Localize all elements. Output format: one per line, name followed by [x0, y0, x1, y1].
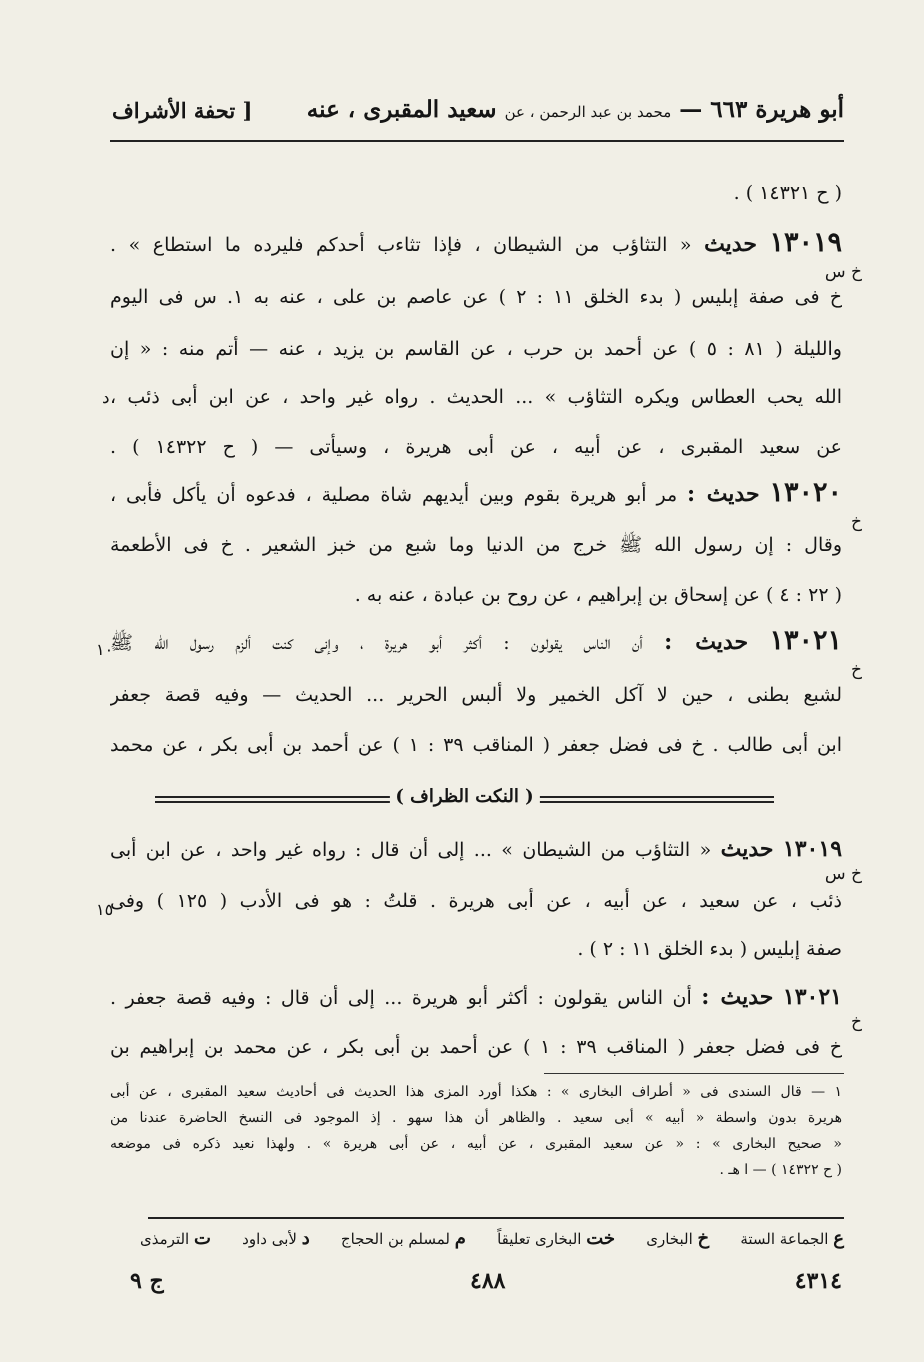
header-main-bold: أبو هريرة ٦٦٣ — — [679, 96, 844, 123]
hadith-13021 — [110, 626, 842, 658]
line-number: ١٥ — [96, 900, 114, 919]
hadith-text: مر أبو هريرة بقوم وبين أيديهم شاة مصلية ، فدعوه أن يأكل فأبى ، — [110, 484, 678, 506]
nukat-text: أن الناس يقولون : أكثر أبو هريرة ... إلى أن قال : وفيه قصة جعفر . — [110, 987, 692, 1009]
hadith-text: « التثاؤب من الشيطان ، فإذا تثاءب أحدكم فليرده ما استطاع » . — [110, 234, 692, 256]
body-line-3: والليلة ( ٨١ : ٥ ) عن أحمد بن حرب ، عن القاسم بن يزيد ، عنه — أتم منه : « إن — [110, 338, 842, 360]
hadith-keyword: حديث : — [701, 984, 774, 1010]
margin-siglum: خ — [851, 1012, 862, 1032]
margin-siglum: خ س — [824, 262, 862, 282]
hadith-number: ١٣٠١٩ — [782, 836, 842, 862]
margin-letter: د — [102, 388, 110, 408]
margin-siglum: خ س — [824, 864, 862, 884]
nukat-line-4: خ فى فضل جعفر ( المناقب ٣٩ : ١ ) عن أحمد بن أبى بكر ، عن محمد بن إبراهيم بن — [110, 1036, 842, 1058]
body-line-10: لشبع بطنى ، حين لا آكل الخمير ولا ألبس الحرير ... الحديث — وفيه قصة جعفر — [110, 684, 842, 706]
footnote-line: ١ — قال السندى فى « أطراف البخارى » : هكذا أورد المزى هذا الحديث فى أحاديث سعيد المقبرى ، عن أبى — [110, 1084, 842, 1100]
footnote-line: هريرة بدون واسطة « أبيه » أبى سعيد . والظاهر أن هذا سهو . إذ الموجود فى النسخ الحاضرة عندنا من — [110, 1110, 842, 1126]
margin-siglum: خ — [851, 660, 862, 680]
nukat-text: « التثاؤب من الشيطان » ... إلى أن قال : رواه غير واحد ، عن ابن أبى — [110, 839, 712, 861]
header-main-sub: محمد بن عبد الرحمن ، عن — [504, 103, 672, 121]
volume-number: ج ٩ — [130, 1268, 164, 1294]
entry-number: ٤٣١٤ — [794, 1268, 842, 1294]
legend-item: ت الترمذى — [140, 1228, 211, 1249]
nukat-13021 — [110, 982, 842, 1013]
line-number: ١٠ — [96, 640, 114, 659]
hadith-keyword: حديث : — [687, 481, 760, 507]
separator-title: ( النكت الظراف ) — [389, 786, 539, 807]
margin-siglum: خ — [851, 512, 862, 532]
sigla-legend — [140, 1228, 844, 1249]
legend-item: ع الجماعة الستة — [740, 1228, 844, 1249]
header-section-title: [ تحفة الأشراف — [112, 98, 253, 123]
section-separator — [155, 786, 774, 807]
nukat-line-2: صفة إبليس ( بدء الخلق ١١ : ٢ ) . — [577, 938, 842, 960]
body-line-0: ( ح ١٤٣٢١ ) . — [733, 182, 842, 204]
legend-item: م لمسلم بن الحجاج — [340, 1228, 466, 1249]
header-main-tail: سعيد المقبرى ، عنه — [306, 96, 497, 123]
legend-item: د لأبى داود — [242, 1228, 310, 1249]
body-line-4: الله يحب العطاس ويكره التثاؤب » ... الحديث . رواه غير واحد ، عن ابن أبى ذئب ، — [110, 386, 842, 408]
legend-item: خت البخارى تعليقاً — [497, 1228, 616, 1249]
hadith-number: ١٣٠٢١ — [769, 626, 842, 656]
page-number: ٤٨٨ — [470, 1268, 506, 1294]
hadith-number: ١٣٠١٩ — [769, 228, 842, 258]
body-line-2: خ فى صفة إبليس ( بدء الخلق ١١ : ٢ ) عن عاصم بن على ، عنه به ١. س فى اليوم — [110, 286, 842, 308]
footnote-rule — [544, 1073, 844, 1074]
running-header — [307, 96, 844, 123]
body-line-5: عن سعيد المقبرى ، عن أبيه ، عن أبى هريرة ، وسيأتى — ( ح ١٤٣٢٢ ) . — [110, 436, 842, 458]
hadith-13019 — [110, 228, 842, 260]
body-line-7: وقال : إن رسول الله ﷺ خرج من الدنيا وما شبع من خبز الشعير . خ فى الأطعمة — [110, 534, 842, 556]
nukat-line-1: ذئب ، عن سعيد ، عن أبيه ، عن أبى هريرة . قلتُ : هو فى الأدب ( ١٢٥ ) وفى — [110, 890, 842, 912]
legend-item: خ البخارى — [646, 1228, 710, 1249]
hadith-number: ١٣٠٢٠ — [769, 478, 842, 508]
footnote-line: ( ح ١٤٣٢٢ ) — ا هـ . — [719, 1162, 842, 1178]
legend-rule — [148, 1217, 844, 1219]
hadith-13020 — [110, 478, 842, 510]
header-rule — [110, 140, 844, 142]
nukat-13019 — [110, 834, 842, 865]
hadith-keyword: حديث — [704, 231, 757, 257]
hadith-text: أن الناس يقولون : أكثر أبو هريرة ، وإنى كنت ألزم رسول الله ﷺ — [110, 632, 643, 654]
body-line-11: ابن أبى طالب . خ فى فضل جعفر ( المناقب ٣٩ : ١ ) عن أحمد بن أبى بكر ، عن محمد — [110, 734, 842, 756]
hadith-keyword: حديث : — [664, 629, 749, 655]
hadith-keyword: حديث — [720, 836, 774, 862]
body-line-8: ( ٢٢ : ٤ ) عن إسحاق بن إبراهيم ، عن روح بن عبادة ، عنه به . — [354, 584, 842, 606]
hadith-number: ١٣٠٢١ — [782, 984, 842, 1010]
footnote-line: « صحيح البخارى » : « عن سعيد المقبرى ، عن أبيه ، عن أبى هريرة » . ولهذا نعيد ذكره فى موضعه — [110, 1136, 842, 1152]
